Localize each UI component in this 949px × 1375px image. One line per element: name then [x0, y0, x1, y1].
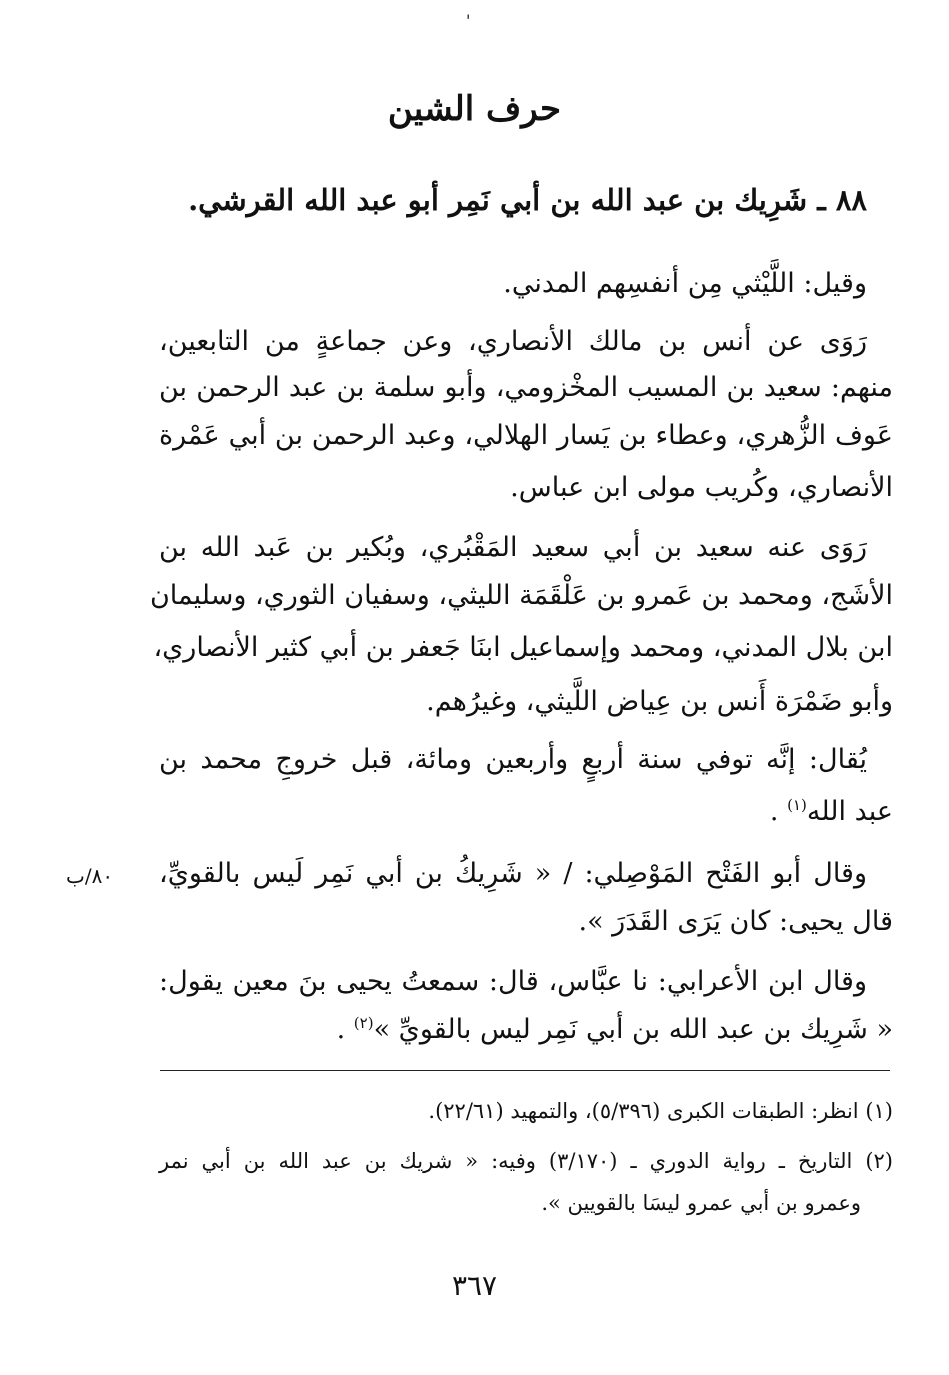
body-line: عَوف الزُّهري، وعطاء بن يَسار الهلالي، وعبد الرحمن بن أبي عَمْرة	[159, 420, 893, 451]
body-text: « شَرِيك بن عبد الله بن أبي نَمِر ليس بالقويِّ »	[373, 1014, 893, 1045]
body-line: ابن بلال المدني، ومحمد وإسماعيل ابنَا جَعفر بن أبي كثير الأنصاري،	[153, 632, 893, 663]
body-line: وأبو ضَمْرَة أَنس بن عِياض اللَّيثي، وغيرُهم.	[426, 686, 893, 717]
footnote-ref-2[interactable]: (٢)	[353, 1014, 374, 1032]
body-line: الأنصاري، وكُريب مولى ابن عباس.	[510, 472, 893, 503]
body-line: منهم: سعيد بن المسيب المخْزومي، وأبو سلمة بن عبد الرحمن بن	[159, 372, 893, 403]
page-number: ٣٦٧	[451, 1269, 498, 1302]
body-text: عبد الله	[806, 796, 893, 827]
footnote-1: (١) انظر: الطبقات الكبرى (٥/٣٩٦)، والتمهيد (٢٢/٦١).	[428, 1099, 893, 1123]
body-line: يُقال: إنَّه توفي سنة أربعٍ وأربعين ومائة، قبل خروجِ محمد بن	[159, 744, 867, 775]
body-line: رَوَى عن أنس بن مالك الأنصاري، وعن جماعةٍ من التابعين،	[159, 326, 867, 357]
entry-heading: ٨٨ ـ شَرِيك بن عبد الله بن أبي نَمِر أبو عبد الله القرشي.	[188, 183, 867, 217]
body-line: قال يحيى: كان يَرَى القَدَرَ ».	[578, 906, 893, 937]
body-line: وقال ابن الأعرابي: نا عبَّاس، قال: سمعتُ يحيى بنَ معين يقول:	[159, 966, 867, 997]
body-line: وقال أبو الفَتْح المَوْصِلي: / « شَرِيكُ بن أبي نَمِر لَيس بالقويِّ،	[159, 858, 867, 889]
body-line-with-note: عبد الله$^{(١)}$ .	[769, 796, 893, 827]
footnote-2: (٢) التاريخ ـ رواية الدوري ـ (٣/١٧٠) وفيه: « شريك بن عبد الله بن أبي نمر	[159, 1149, 893, 1173]
footnote-separator	[160, 1070, 890, 1071]
chapter-title: حرف الشين	[387, 89, 562, 129]
body-line-with-note: « شَرِيك بن عبد الله بن أبي نَمِر ليس بالقويِّ »$^{(٢)}$ .	[336, 1014, 893, 1045]
body-line: الأشَج، ومحمد بن عَمرو بن عَلْقَمَة الليثي، وسفيان الثوري، وسليمان	[149, 580, 893, 611]
body-line: وقيل: اللَّيْثي مِن أنفسِهم المدني.	[503, 268, 867, 299]
margin-folio-note: ٨٠/ب	[66, 864, 114, 888]
top-mark: '	[466, 11, 471, 30]
footnote-ref-1[interactable]: (١)	[787, 796, 807, 814]
footnote-2-continued: وعمرو بن أبي عمرو ليسَا بالقويين ».	[541, 1191, 861, 1215]
body-line: رَوَى عنه سعيد بن أبي سعيد المَقْبُري، وبُكير بن عَبد الله بن	[159, 532, 867, 563]
